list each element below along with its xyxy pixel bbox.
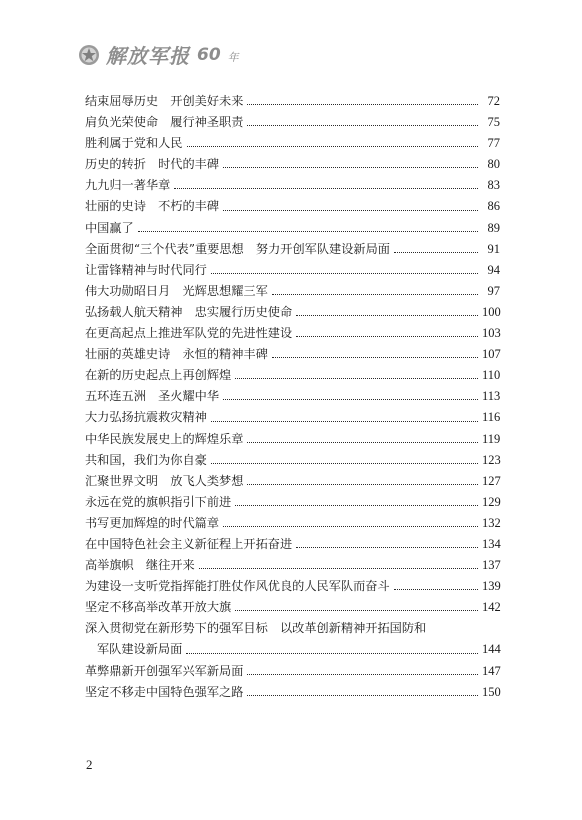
- dot-leader: [247, 125, 478, 126]
- toc-entry-page: 137: [482, 558, 501, 573]
- toc-entry-title: 弘扬载人航天精神 忠实履行历史使命: [85, 304, 293, 319]
- toc-entry-title: 坚定不移走中国特色强军之路: [85, 684, 244, 699]
- toc-entry: [85, 513, 500, 534]
- toc-entry: [85, 429, 500, 450]
- toc-entry-page: 119: [482, 431, 501, 446]
- dot-leader: [296, 547, 478, 548]
- toc-entry: [85, 112, 500, 133]
- toc-entry-title: 中国赢了: [85, 220, 134, 235]
- dot-leader: [247, 442, 478, 443]
- toc-entry-title: 革弊鼎新开创强军兴军新局面: [85, 663, 244, 678]
- toc-entry-page: 91: [487, 241, 500, 256]
- toc-entry-page: 83: [487, 178, 500, 193]
- toc-entry: [85, 91, 500, 112]
- toc-entry-title: 书写更加辉煌的时代篇章: [85, 515, 220, 530]
- toc-entry-page: 132: [482, 515, 501, 530]
- toc-entry: [85, 218, 500, 239]
- toc-entry-title: 为建设一支听党指挥能打胜仗作风优良的人民军队而奋斗: [85, 579, 390, 594]
- toc-entry: [85, 407, 500, 428]
- dot-leader: [223, 399, 478, 400]
- toc-entry-page: 107: [482, 347, 501, 362]
- toc-entry-title: 胜利属于党和人民: [85, 136, 183, 151]
- dot-leader: [394, 589, 478, 590]
- toc-entry-title: 坚定不移高举改革开放大旗: [85, 600, 232, 615]
- dot-leader: [247, 674, 478, 675]
- toc-entry-page: 123: [482, 452, 501, 467]
- dot-leader: [174, 188, 478, 189]
- dot-leader: [211, 463, 478, 464]
- toc-entry-page: 116: [482, 410, 501, 425]
- toc-entry-title: 壮丽的英雄史诗 永恒的精神丰碑: [85, 347, 268, 362]
- toc-entry-page: 129: [482, 494, 501, 509]
- army-emblem-icon: [78, 44, 100, 66]
- toc-entry-title: 伟大功勋昭日月 光辉思想耀三军: [85, 283, 268, 298]
- dot-leader: [211, 273, 478, 274]
- toc-entry-page: 110: [482, 368, 501, 383]
- toc-entry-page: 139: [482, 579, 501, 594]
- toc-entry-page: 97: [487, 283, 500, 298]
- toc-entry-page: 77: [487, 136, 500, 151]
- toc-entry: [85, 175, 500, 196]
- toc-entry: [85, 618, 500, 639]
- toc-entry-page: 89: [487, 220, 500, 235]
- toc-entry: [85, 365, 500, 386]
- toc-entry: [85, 196, 500, 217]
- dot-leader: [296, 315, 478, 316]
- toc-entry-title: 五环连五洲 圣火耀中华: [85, 389, 220, 404]
- dot-leader: [211, 421, 478, 422]
- toc-entry-page: 75: [487, 115, 500, 130]
- dot-leader: [247, 695, 478, 696]
- toc-entry: [85, 597, 500, 618]
- header-suffix: 年: [227, 50, 239, 64]
- toc-entry: [85, 682, 500, 703]
- dot-leader: [223, 526, 478, 527]
- toc-entry-title: 永远在党的旗帜指引下前进: [85, 494, 232, 509]
- toc-entry: [85, 661, 500, 682]
- toc-entry: [85, 576, 500, 597]
- dot-leader: [235, 610, 478, 611]
- toc-entry: [85, 239, 500, 260]
- toc-entry: [85, 154, 500, 175]
- toc-entry-page: 113: [482, 389, 501, 404]
- dot-leader: [223, 210, 478, 211]
- toc-entry-page: 134: [482, 536, 501, 551]
- dot-leader: [247, 104, 478, 105]
- dot-leader: [394, 252, 478, 253]
- toc-entry: [85, 555, 500, 576]
- dot-leader: [187, 146, 479, 147]
- toc-entry-page: 127: [482, 473, 501, 488]
- toc-entry-title: 汇聚世界文明 放飞人类梦想: [85, 473, 244, 488]
- toc-entry-page: 144: [482, 642, 501, 657]
- toc-entry-title: 共和国，我们为你自豪: [85, 452, 207, 467]
- toc-entry: [85, 471, 500, 492]
- toc-entry-title: 在新的历史起点上再创辉煌: [85, 368, 232, 383]
- toc-entry-page: 150: [482, 684, 501, 699]
- dot-leader: [186, 653, 478, 654]
- toc-entry: [85, 260, 500, 281]
- toc-entry-title: 高举旗帜 继往开来: [85, 558, 195, 573]
- toc-entry-title: 肩负光荣使命 履行神圣职责: [85, 115, 244, 130]
- table-of-contents: [85, 91, 500, 703]
- toc-entry-title: 在中国特色社会主义新征程上开拓奋进: [85, 536, 293, 551]
- dot-leader: [272, 357, 478, 358]
- toc-entry: [85, 386, 500, 407]
- toc-entry-page: 142: [482, 600, 501, 615]
- toc-entry-title: 壮丽的史诗 不朽的丰碑: [85, 199, 220, 214]
- running-header: [78, 40, 239, 69]
- toc-entry: [85, 133, 500, 154]
- toc-entry-title: 结束屈辱历史 开创美好未来: [85, 94, 244, 108]
- toc-entry: [85, 450, 500, 471]
- toc-entry: [85, 534, 500, 555]
- toc-entry: [85, 302, 500, 323]
- toc-entry-title: 九九归一著华章: [85, 178, 171, 193]
- toc-entry: [85, 344, 500, 365]
- toc-entry-title: 大力弘扬抗震救灾精神: [85, 410, 207, 425]
- dot-leader: [296, 336, 478, 337]
- toc-entry-title: 让雷锋精神与时代同行: [85, 262, 207, 277]
- toc-entry-title: 中华民族发展史上的辉煌乐章: [85, 431, 244, 446]
- toc-entry-page: 80: [487, 157, 500, 172]
- toc-entry-page: 100: [482, 304, 501, 319]
- page-number: 2: [86, 757, 93, 772]
- toc-entry: [85, 492, 500, 513]
- toc-entry-page: 86: [487, 199, 500, 214]
- dot-leader: [235, 378, 478, 379]
- header-title: 解放军报: [106, 44, 190, 68]
- toc-entry-page: 94: [487, 262, 500, 277]
- dot-leader: [235, 505, 478, 506]
- toc-entry-title: 深入贯彻党在新形势下的强军目标 以改革创新精神开拓国防和: [85, 621, 427, 636]
- toc-entry: [85, 281, 500, 302]
- toc-entry-title: 历史的转折 时代的丰碑: [85, 157, 220, 172]
- toc-entry: [85, 323, 500, 344]
- toc-entry-title: 军队建设新局面: [97, 642, 183, 657]
- dot-leader: [138, 231, 478, 232]
- toc-entry-title: 全面贯彻“三个代表”重要思想 努力开创军队建设新局面: [85, 241, 390, 256]
- toc-entry-page: 103: [482, 326, 501, 341]
- toc-entry: [85, 639, 500, 660]
- toc-entry-page: 72: [487, 94, 500, 108]
- toc-entry-title: 在更高起点上推进军队党的先进性建设: [85, 326, 293, 341]
- dot-leader: [223, 167, 478, 168]
- dot-leader: [199, 568, 478, 569]
- toc-entry-page: 147: [482, 663, 501, 678]
- header-number: 60: [197, 44, 221, 65]
- dot-leader: [247, 484, 478, 485]
- dot-leader: [272, 294, 478, 295]
